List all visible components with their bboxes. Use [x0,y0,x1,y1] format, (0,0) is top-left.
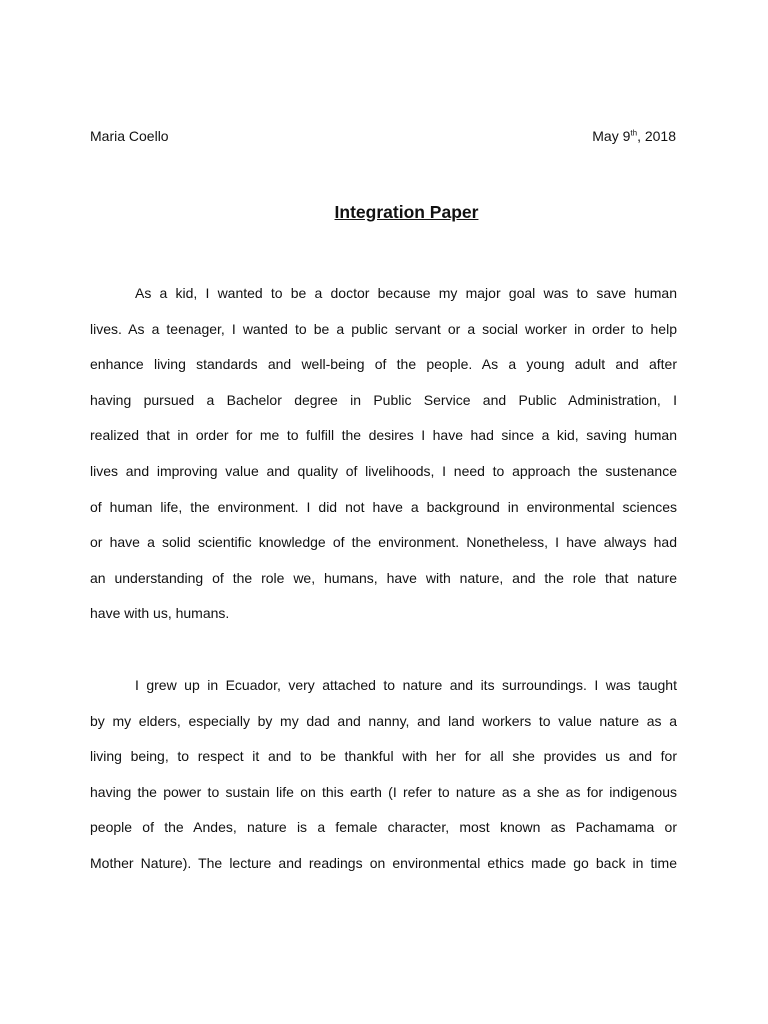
paragraph-line: or have a solid scientific knowledge of the environment. Nonetheless, I have always had [90,534,677,551]
paragraph-line: As a kid, I wanted to be a doctor because my major goal was to save human [135,285,677,301]
author-name: Maria Coello [90,128,169,144]
paragraph-2 [90,675,677,889]
paragraph-line: by my elders, especially by my dad and nanny, and land workers to value nature as a [90,712,677,729]
date-year: , 2018 [637,128,676,144]
paragraph-line: living being, to respect it and to be thankful with her for all she provides us and for [90,748,677,765]
document-title: Integration Paper [334,202,479,222]
paragraph-line: an understanding of the role we, humans, have with nature, and the role that nature [90,569,677,586]
paragraph-1 [90,283,677,639]
paragraph-line: have with us, humans. [90,605,230,622]
date-month-day: May 9 [592,128,631,144]
paragraph-line: Mother Nature). The lecture and readings on environmental ethics made go back in time [90,854,677,871]
paragraph-line: of human life, the environment. I did not have a background in environmental sciences [90,498,677,515]
date-ordinal-suffix: th [630,128,638,138]
paragraph-line: having the power to sustain life on this earth (I refer to nature as a she as for indigenous [90,783,677,800]
paragraph-line: lives and improving value and quality of livelihoods, I need to approach the sustenance [90,462,677,479]
paragraph-line: I grew up in Ecuador, very attached to nature and its surroundings. I was taught [135,677,677,693]
document-date [592,128,676,144]
paragraph-line: enhance living standards and well-being of the people. As a young adult and after [90,356,677,373]
paragraph-line: realized that in order for me to fulfill the desires I have had since a kid, saving human [90,427,677,444]
paragraph-line: people of the Andes, nature is a female character, most known as Pachamama or [90,819,677,836]
document-header [90,128,676,148]
paragraph-line: lives. As a teenager, I wanted to be a public servant or a social worker in order to help [90,320,677,337]
paragraph-line: having pursued a Bachelor degree in Public Service and Public Administration, I [90,391,677,408]
